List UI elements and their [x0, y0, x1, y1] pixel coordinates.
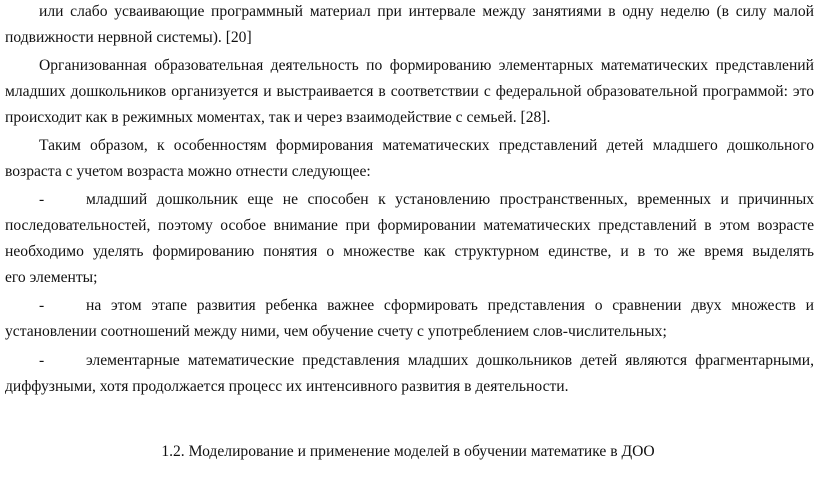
paragraph-3-line-1: Таким образом, к особенностям формирования математических представлений детей младшего дошкольного: [39, 137, 814, 154]
list-item-2-line-2: установлении соотношений между ними, чем обучение счету с употреблением слов-числительных;: [5, 323, 667, 340]
list-item-1-text: младший дошкольник еще не способен к установлению пространственных, временных и причинных: [86, 191, 814, 208]
list-item-3-line-2: диффузными, хотя продолжается процесс их интенсивного развития в деятельности.: [5, 378, 569, 395]
paragraph-3-line-2: возраста с учетом возраста можно отнести следующее:: [5, 163, 371, 180]
list-item-1-line-2: последовательностей, поэтому особое внимание при формировании математических представлений в этом возрасте: [5, 217, 814, 234]
list-item-2-text: на этом этапе развития ребенка важнее сформировать представления о сравнении двух множеств и: [86, 297, 814, 314]
paragraph-1-line-1: или слабо усваивающие программный материал при интервале между занятиями в одну неделю (в силу малой: [39, 3, 814, 20]
list-marker: -: [39, 297, 45, 314]
list-item-3-line-1: [39, 352, 814, 370]
paragraph-2-line-3: происходит как в режимных моментах, так и через взаимодействие с семьей. [28].: [5, 109, 551, 126]
paragraph-2-line-1: Организованная образовательная деятельность по формированию элементарных математических представлений: [39, 57, 814, 74]
list-marker: -: [39, 352, 45, 369]
section-heading: 1.2. Моделирование и применение моделей в обучении математике в ДОО: [161, 443, 655, 460]
list-item-2-line-1: [39, 297, 814, 315]
list-item-3-text: элементарные математические представления младших дошкольников детей являются фрагментарными,: [86, 352, 814, 369]
list-item-1-line-3: необходимо уделять формированию понятия о множестве как структурном единстве, и в то же время выделять: [5, 243, 814, 260]
list-marker: -: [39, 191, 45, 208]
list-item-1-line-4: его элементы;: [5, 269, 98, 286]
list-item-1-line-1: [39, 191, 814, 209]
paragraph-1-line-2: подвижности нервной системы). [20]: [5, 29, 252, 46]
paragraph-2-line-2: младших дошкольников организуется и выстраивается в соответствии с федеральной образовательной программой: это: [5, 83, 814, 100]
